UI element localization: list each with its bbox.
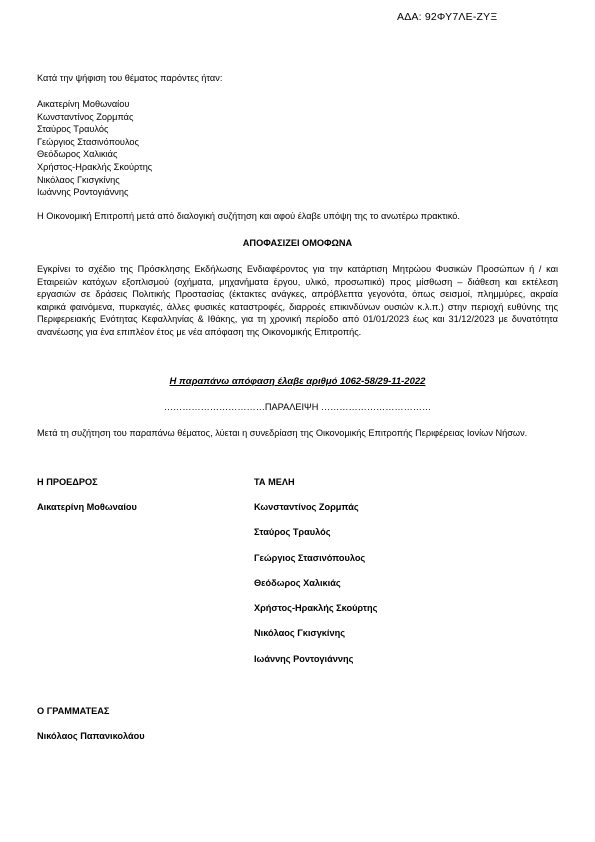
member-name: Ιωάννης Ροντογιάννης bbox=[254, 653, 354, 664]
member-name: Χρήστος-Ηρακλής Σκούρτης bbox=[254, 603, 378, 614]
president-name: Αικατερίνη Μοθωναίου bbox=[37, 502, 137, 512]
president-heading: Η ΠΡΟΕΔΡΟΣ bbox=[37, 477, 98, 487]
attendee-name: Ιωάννης Ροντογιάννης bbox=[37, 187, 129, 198]
secretary-heading: Ο ΓΡΑΜΜΑΤΕΑΣ bbox=[37, 706, 110, 716]
secretary-name: Νικόλαος Παπανικολάου bbox=[37, 731, 145, 741]
member-name: Γεώργιος Στασινόπουλος bbox=[254, 552, 366, 563]
attendee-name: Κωνσταντίνος Ζορμπάς bbox=[37, 111, 134, 122]
decision-number: Η παραπάνω απόφαση έλαβε αριθμό 1062-58/29-11-2022 bbox=[169, 376, 426, 387]
ada-code: ΑΔΑ: 92ΦΥ7ΛΕ-ΖΥΞ bbox=[397, 11, 498, 23]
attendee-name: Σταύρος Τραυλός bbox=[37, 124, 109, 135]
omission-line: ……………………………ΠΑΡΑΛΕΙΨΗ ……………………………… bbox=[163, 402, 432, 412]
member-name: Σταύρος Τραυλός bbox=[254, 527, 331, 538]
attendee-name: Νικόλαος Γκισγκίνης bbox=[37, 174, 120, 185]
decision-heading: ΑΠΟΦΑΣΙΖΕΙ ΟΜΟΦΩΝΑ bbox=[242, 238, 353, 248]
attendees-list bbox=[37, 98, 152, 199]
intro-text: Κατά την ψήφιση του θέματος παρόντες ήταν: bbox=[37, 73, 223, 83]
attendee-name: Γεώργιος Στασινόπουλος bbox=[37, 136, 139, 147]
attendee-name: Χρήστος-Ηρακλής Σκούρτης bbox=[37, 161, 153, 172]
closing-text: Μετά τη συζήτηση του παραπάνω θέματος, λύεται η συνεδρίαση της Οικονομικής Επιτροπής Περιφέρειας Ιονίων Νήσων. bbox=[37, 428, 528, 438]
members-heading: ΤΑ ΜΕΛΗ bbox=[254, 477, 295, 487]
committee-statement: Η Οικονομική Επιτροπή μετά από διαλογική συζήτηση και αφού έλαβε υπόψη της το ανωτέρω πρακτικό. bbox=[37, 211, 460, 221]
member-name: Νικόλαος Γκισγκίνης bbox=[254, 628, 345, 639]
attendee-name: Αικατερίνη Μοθωναίου bbox=[37, 99, 130, 109]
attendee-name: Θεόδωρος Χαλικιάς bbox=[37, 149, 118, 160]
decision-body: Εγκρίνει το σχέδιο της Πρόσκλησης Εκδήλωσης Ενδιαφέροντος για την κατάρτιση Μητρώου Φυσικών Προσώπων ή / και Εταιρειών κατόχων εξοπλισμού (οχήματα, μηχανήματα έργου, υλικό, προσωπικό) προς μίσθωση – διάθεση και εκτέλεση εργασιών σε δράσεις Πολιτικής Προστασίας (έκτακτες ανάγκες, απρόβλεπτα γεγονότα, όπως σεισμοί, πλημμύρες, ακραία καιρικά φαινόμενα, πυρκαγιές, άλλες φυσικές καταστροφές, διαρροές επικινδύνων ουσιών κ.λ.π.) στην περιοχή ευθύνης της Περιφερειακής Ενότητας Κεφαλληνίας & Ιθάκης, για τη χρονική περίοδο από 01/01/2023 έως και 31/12/2023 με δυνατότητα ανανέωσης για ένα επιπλέον έτος με νέα απόφαση της Οικονομικής Επιτροπής. bbox=[37, 264, 558, 337]
members-list bbox=[254, 502, 377, 679]
member-name: Θεόδωρος Χαλικιάς bbox=[254, 577, 341, 588]
member-name: Κωνσταντίνος Ζορμπάς bbox=[254, 502, 359, 512]
